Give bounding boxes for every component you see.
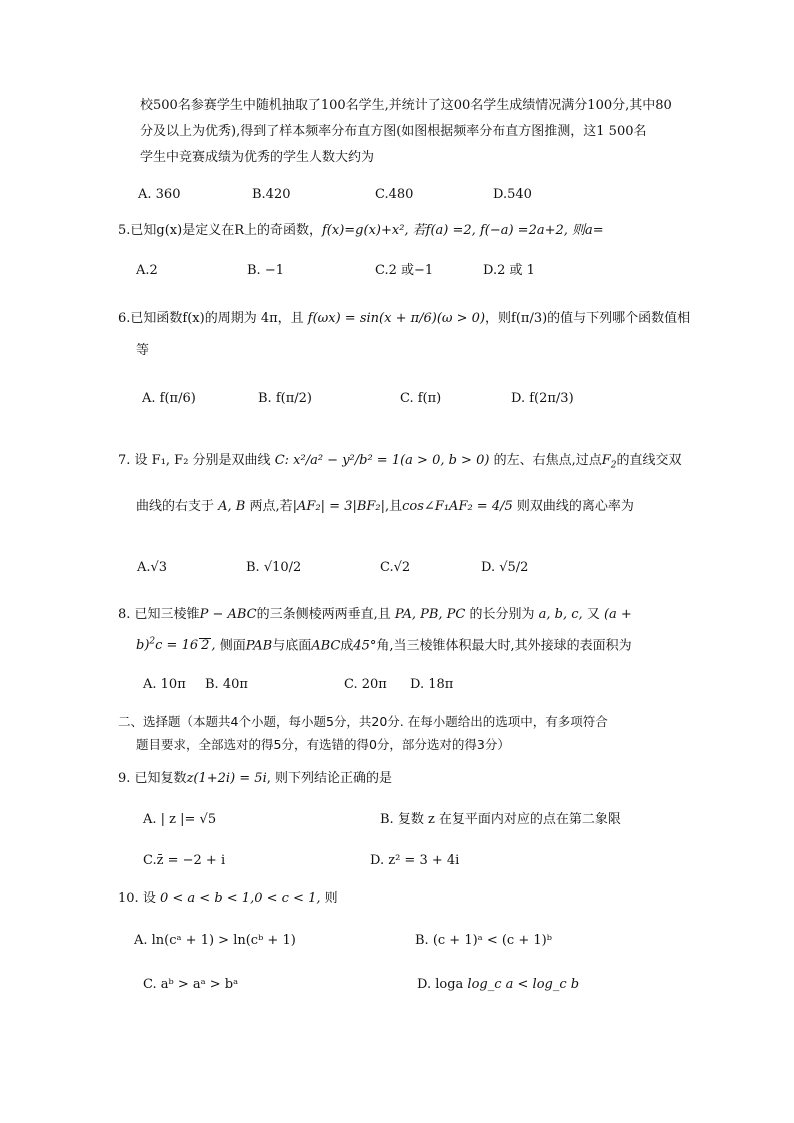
q6-option-d: D. f(2π/3) (511, 391, 574, 406)
q8-line2-b: 与底面 (272, 638, 312, 654)
q9-option-d: D. z² = 3 + 4i (370, 853, 460, 868)
q10-option-d-prefix: D. loga (417, 977, 464, 992)
q8-option-d: D. 18π (410, 677, 454, 692)
q5-option-c: C.2 或−1 (375, 263, 434, 278)
q7-line2-c: 两点,若 (249, 499, 293, 514)
q8-line2-c: 成 (340, 638, 354, 654)
q4-option-d: D.540 (493, 187, 532, 202)
q7-option-b: B. √10/2 (246, 560, 302, 575)
q7-line2-a: 曲线的右支于 (136, 499, 215, 514)
q10-option-c: C. aᵇ > aᵃ > bᵃ (143, 977, 239, 992)
q8-angle: 45° (353, 638, 377, 654)
q6-option-a: A. f(π/6) (142, 391, 196, 406)
q8-pabc: P − ABC (199, 607, 257, 622)
q6-text-a: 已知函数f(x)的周期为 4π，且 (130, 311, 304, 326)
q8-text-d: 又 (586, 607, 600, 622)
q7-points: A, B (218, 499, 246, 514)
q9-option-c: C.z̄ = −2 + i (143, 853, 226, 868)
q7-text-a: 设 F₁, F₂ 分别是双曲线 (134, 453, 271, 468)
q5-option-d: D.2 或 1 (483, 263, 535, 278)
q8-line2-a: 侧面 (219, 638, 246, 654)
q6-number: 6. (118, 311, 131, 326)
q8-expr-start: (a + (603, 607, 632, 622)
q8-text-a: 已知三棱锥 (134, 607, 200, 622)
q6-option-c: C. f(π) (400, 391, 442, 406)
q4-option-c: C.480 (375, 187, 414, 202)
q7-text-b: 的左、右焦点,过点 (493, 453, 602, 468)
q5-stem (118, 222, 604, 240)
q8-line2-d: 角,当三棱锥体积最大时,其外接球的表面积为 (376, 638, 632, 654)
q6-stem-line2: 等 (136, 343, 150, 358)
q7-option-a: A.√3 (137, 560, 168, 575)
q6-text-b: ，则f(π/3)的值与下列哪个函数值相 (485, 311, 691, 326)
q7-cos: cos∠F₁AF₂ = 4/5 (402, 499, 513, 514)
q9-equation: z(1+2i) = 5i (186, 771, 267, 786)
q10-text-b: 则 (324, 891, 338, 906)
q5-option-a: A.2 (136, 263, 158, 278)
q7-text-c: 的直线交双 (616, 453, 682, 468)
q7-stem-line1 (118, 452, 682, 475)
section2-heading-line1: 二、选择题（本题共4个小题，每小题5分，共20分. 在每小题给出的选项中，有多项符合 (118, 714, 608, 729)
q8-edges: PA, PB, PC (394, 607, 466, 622)
q10-condition: 0 < a < b < 1,0 < c < 1, (159, 891, 321, 906)
q10-number: 10. (118, 891, 139, 906)
q10-option-d-expr: log_c a < log_c b (467, 977, 580, 992)
q6-option-b: B. f(π/2) (258, 391, 312, 406)
q9-text-a: 已知复数 (134, 771, 187, 786)
q8-number: 8. (118, 607, 131, 622)
q8-text-c: 的长分别为 (469, 607, 535, 622)
q4-option-b: B.420 (252, 187, 291, 202)
q8-expr-end: b)$^2$c = 16 2 , (136, 637, 216, 654)
q5-text-a: 已知g(x)是定义在R上的奇函数， (130, 223, 322, 238)
q9-number: 9. (118, 771, 131, 786)
q7-stem-line2 (136, 498, 634, 516)
q9-option-a: A. | z |= √5 (143, 812, 217, 827)
q5-text-b: f(x)=g(x)+x², 若f(a) =2, f(−a) =2a+2, 则a= (322, 223, 604, 238)
q10-option-a: A. ln(cᵃ + 1) > ln(cᵇ + 1) (134, 933, 296, 948)
q7-number: 7. (118, 453, 131, 468)
q4-stem-line2: 分及以上为优秀),得到了样本频率分布直方图(如图根据频率分布直方图推测，这1 500名 (140, 124, 647, 139)
q7-option-d: D. √5/2 (481, 560, 529, 575)
q10-text-a: 设 (142, 891, 156, 906)
q10-stem (118, 890, 338, 908)
q7-option-c: C.√2 (380, 560, 411, 575)
q8-option-a: A. 10π (143, 677, 186, 692)
q8-base: ABC (311, 638, 341, 654)
q6-stem-line1 (118, 310, 690, 328)
q6-formula: f(ωx) = sin(x + π/6)(ω > 0) (307, 311, 486, 326)
q10-option-d (417, 976, 579, 994)
q8-option-b: B. 40π (205, 677, 248, 692)
section2-heading-line2: 题目要求，全部选对的得5分，有选错的得0分，部分选对的得3分） (136, 737, 510, 752)
q9-stem (118, 770, 392, 788)
q9-text-b: , 则下列结论正确的是 (266, 771, 392, 786)
q5-number: 5. (118, 223, 131, 238)
q8-text-b: 的三条侧棱两两垂直,且 (256, 607, 391, 622)
q8-stem-line2 (136, 633, 632, 655)
q5-option-b: B. −1 (247, 263, 284, 278)
q8-vars: a, b, c, (538, 607, 583, 622)
q4-option-a: A. 360 (138, 187, 181, 202)
q10-option-b: B. (c + 1)ᵃ < (c + 1)ᵇ (415, 933, 552, 948)
q8-face: PAB (245, 638, 273, 654)
q4-stem-line1: 校500名参赛学生中随机抽取了100名学生,并统计了这00名学生成绩情况满分100分,其中80 (140, 98, 672, 113)
q7-f2-label: $F_2$ (601, 453, 617, 471)
q7-curve: C: x²/a² − y²/b² = 1(a > 0, b > 0) (274, 453, 490, 468)
q4-stem-line3: 学生中竞赛成绩为优秀的学生人数大约为 (140, 150, 375, 165)
q8-stem-line1 (118, 606, 632, 624)
q7-condition: |AF₂| = 3|BF₂| (292, 499, 386, 514)
q8-option-c: C. 20π (344, 677, 387, 692)
q7-line2-d: ,且 (385, 499, 403, 514)
q7-line2-e: 则双曲线的离心率为 (516, 499, 634, 514)
q9-option-b: B. 复数 z 在复平面内对应的点在第二象限 (380, 812, 621, 827)
